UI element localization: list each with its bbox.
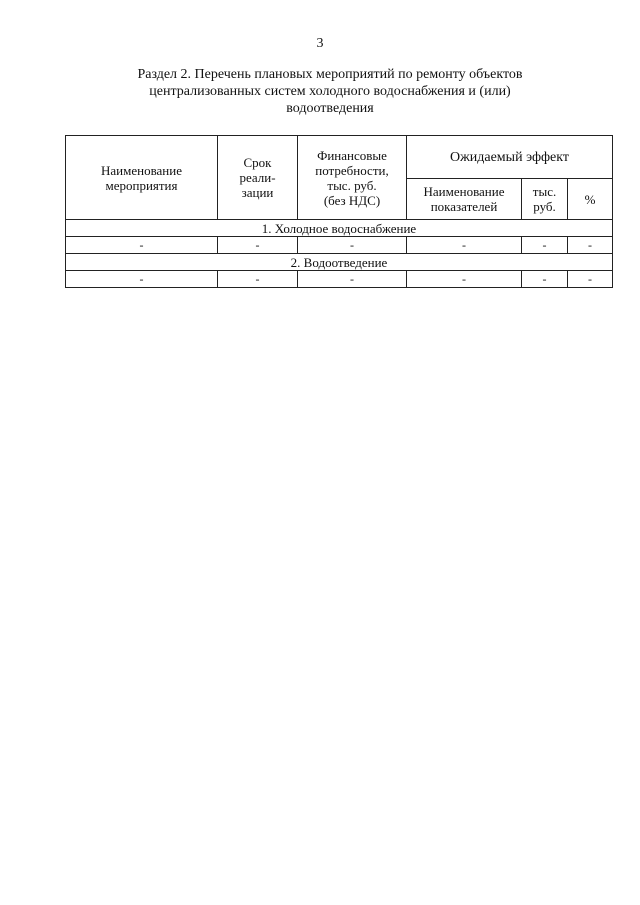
table-cell: - bbox=[218, 237, 298, 254]
header-finance: Финансовые потребности, тыс. руб. (без НДС) bbox=[298, 136, 407, 220]
header-expected-effect: Ожидаемый эффект bbox=[407, 136, 613, 179]
table-cell: - bbox=[568, 271, 613, 288]
section-heading: 1. Холодное водоснабжение bbox=[66, 220, 613, 237]
table-cell: - bbox=[66, 237, 218, 254]
header-event-name: Наименование мероприятия bbox=[66, 136, 218, 220]
table-row bbox=[66, 271, 613, 288]
table-cell: - bbox=[407, 237, 522, 254]
table-cell: - bbox=[298, 271, 407, 288]
table-cell: - bbox=[218, 271, 298, 288]
table-cell: - bbox=[66, 271, 218, 288]
table-cell: - bbox=[522, 237, 568, 254]
section-title bbox=[90, 66, 570, 117]
table-cell: - bbox=[568, 237, 613, 254]
header-thousand-rub: тыс. руб. bbox=[522, 179, 568, 220]
table-cell: - bbox=[407, 271, 522, 288]
plan-table bbox=[65, 135, 613, 288]
page-number: 3 bbox=[316, 36, 324, 51]
header-indicator-name: Наименование показателей bbox=[407, 179, 522, 220]
header-percent: % bbox=[568, 179, 613, 220]
header-term: Срок реали- зации bbox=[218, 136, 298, 220]
title-line: водоотведения bbox=[286, 101, 374, 116]
table-row bbox=[66, 237, 613, 254]
table-cell: - bbox=[298, 237, 407, 254]
section-heading: 2. Водоотведение bbox=[66, 254, 613, 271]
table-cell: - bbox=[522, 271, 568, 288]
title-line: Раздел 2. Перечень плановых мероприятий по ремонту объектов bbox=[137, 67, 523, 82]
title-line: централизованных систем холодного водоснабжения и (или) bbox=[149, 84, 511, 99]
